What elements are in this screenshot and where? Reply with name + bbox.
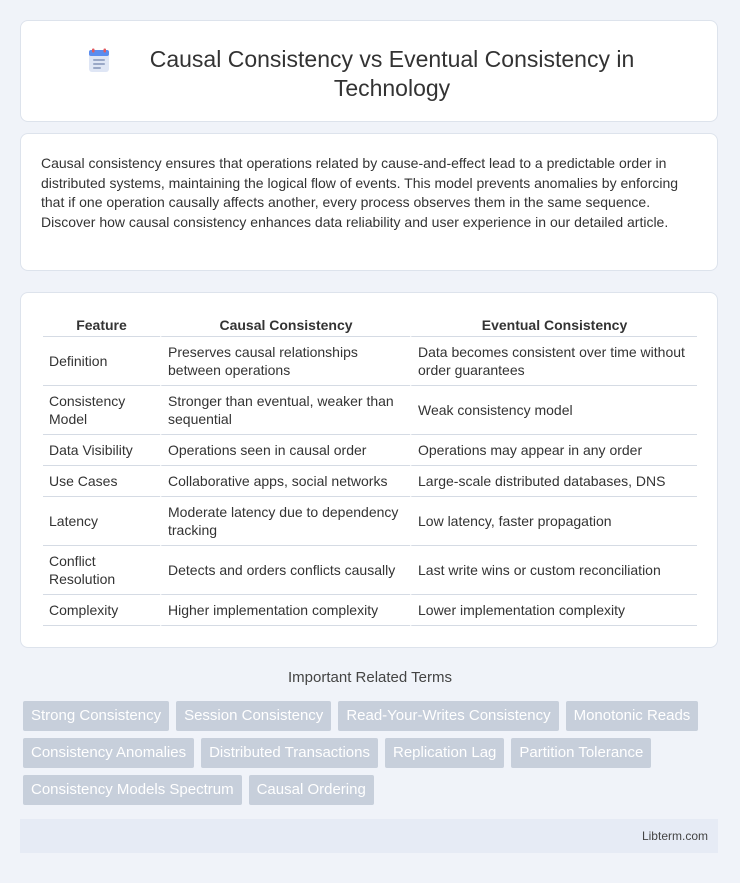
term-tag[interactable]: Read-Your-Writes Consistency <box>338 701 558 731</box>
table-row <box>43 435 697 466</box>
table-cell: Use Cases <box>43 466 160 497</box>
term-tag[interactable]: Causal Ordering <box>249 775 374 805</box>
document-icon <box>86 48 112 74</box>
table-row <box>43 337 697 386</box>
intro-card <box>20 133 718 271</box>
table-cell: Collaborative apps, social networks <box>160 466 410 497</box>
term-tag[interactable]: Distributed Transactions <box>201 738 378 768</box>
table-row <box>43 595 697 626</box>
comparison-card <box>20 292 718 648</box>
table-cell: Detects and orders conflicts causally <box>160 546 410 595</box>
header-card <box>20 20 718 122</box>
term-tag[interactable]: Strong Consistency <box>23 701 169 731</box>
table-header-row <box>43 315 697 337</box>
table-cell: Data becomes consistent over time without order guarantees <box>410 337 697 386</box>
table-cell: Large-scale distributed databases, DNS <box>410 466 697 497</box>
header-causal: Causal Consistency <box>160 315 410 337</box>
related-terms-heading: Important Related Terms <box>288 669 452 686</box>
table-cell: Complexity <box>43 595 160 626</box>
comparison-table <box>43 315 697 626</box>
footer-site-link[interactable]: Libterm.com <box>641 829 708 843</box>
intro-text: Causal consistency ensures that operations related by cause-and-effect lead to a predictable order in distributed systems, maintaining the logical flow of events. This model prevents anomalies by enforcing that if one operation causally affects another, every process observes them in the same sequence. Discover how causal consistency enhances data reliability and user experience in our detailed article. <box>41 155 679 230</box>
table-cell: Stronger than eventual, weaker than sequential <box>160 386 410 435</box>
table-cell: Operations may appear in any order <box>410 435 697 466</box>
table-cell: Weak consistency model <box>410 386 697 435</box>
table-cell: Operations seen in causal order <box>160 435 410 466</box>
footer <box>20 819 718 853</box>
table-cell: Consistency Model <box>43 386 160 435</box>
page-title: Causal Consistency vs Eventual Consistency in Technology <box>149 46 635 101</box>
header-eventual: Eventual Consistency <box>410 315 697 337</box>
table-row <box>43 466 697 497</box>
table-cell: Preserves causal relationships between operations <box>160 337 410 386</box>
table-cell: Data Visibility <box>43 435 160 466</box>
table-row <box>43 497 697 546</box>
term-tag[interactable]: Consistency Anomalies <box>23 738 194 768</box>
table-cell: Low latency, faster propagation <box>410 497 697 546</box>
table-cell: Last write wins or custom reconciliation <box>410 546 697 595</box>
term-tag[interactable]: Session Consistency <box>176 701 331 731</box>
table-cell: Higher implementation complexity <box>160 595 410 626</box>
term-tag[interactable]: Replication Lag <box>385 738 504 768</box>
table-cell: Definition <box>43 337 160 386</box>
term-tag[interactable]: Consistency Models Spectrum <box>23 775 242 805</box>
table-row <box>43 386 697 435</box>
header-feature: Feature <box>43 315 160 337</box>
table-row <box>43 546 697 595</box>
table-cell: Latency <box>43 497 160 546</box>
related-terms-list <box>23 701 723 812</box>
table-cell: Conflict Resolution <box>43 546 160 595</box>
term-tag[interactable]: Monotonic Reads <box>566 701 699 731</box>
term-tag[interactable]: Partition Tolerance <box>511 738 651 768</box>
table-cell: Lower implementation complexity <box>410 595 697 626</box>
table-cell: Moderate latency due to dependency tracking <box>160 497 410 546</box>
